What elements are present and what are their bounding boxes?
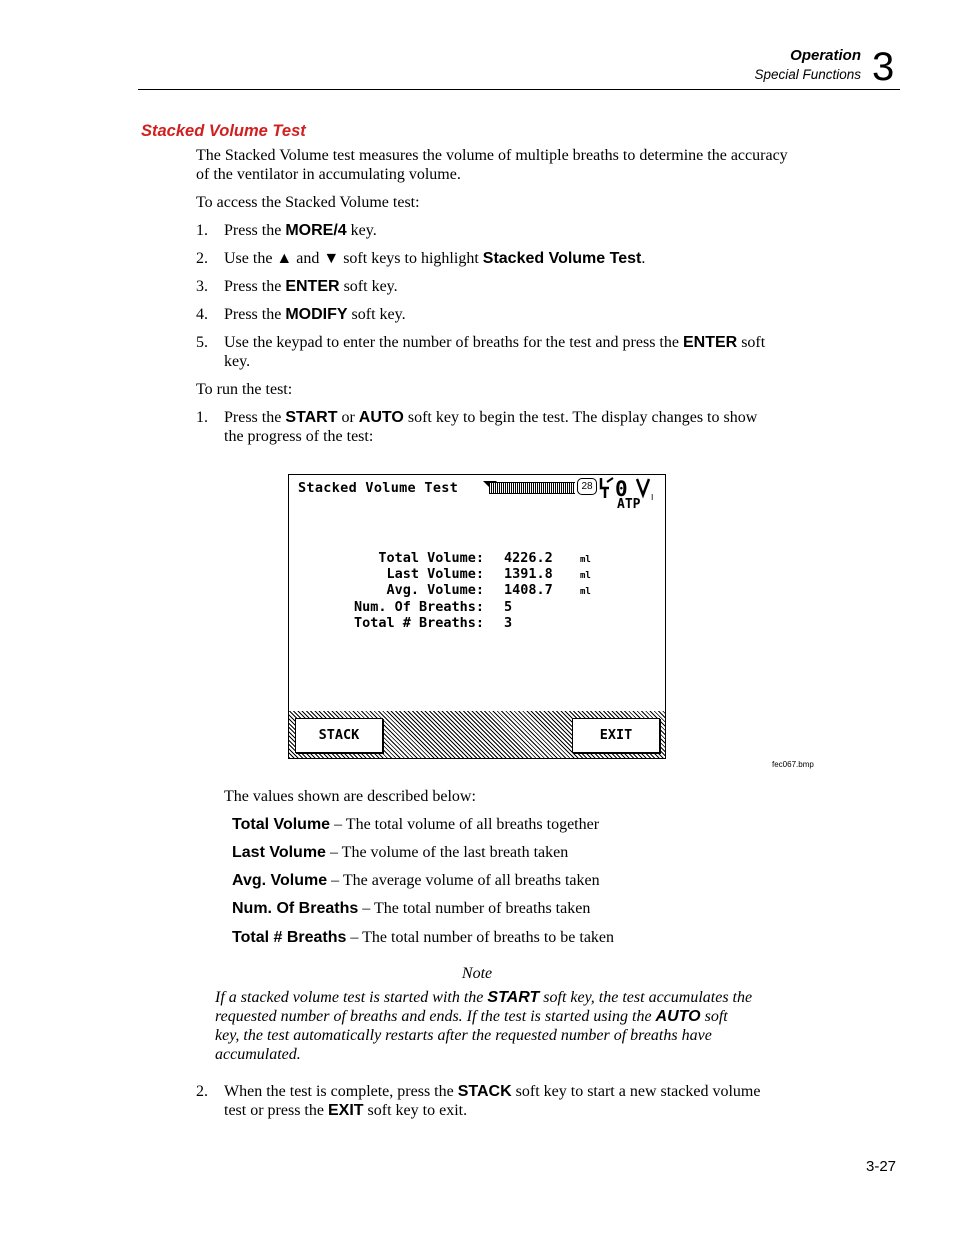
access-lead: To access the Stacked Volume test:	[196, 194, 420, 211]
row-label-last-volume: Last Volume:	[386, 566, 484, 582]
row-unit-total-volume: ml	[580, 555, 591, 565]
chapter-number: 3	[872, 45, 895, 89]
access-step-1: 1. Press the MORE/4 key.	[196, 222, 377, 239]
run-step-2-cont: test or press the EXIT soft key to exit.	[224, 1102, 468, 1119]
note-body: If a stacked volume test is started with the START soft key, the test accumulates the requested number of breaths and ends. If the test is started using the AUTO soft key, the test automatically restarts after the requested number of breaths have accumulated.	[215, 989, 753, 1063]
page-number: 3-27	[866, 1158, 897, 1175]
row-value-avg-volume: 1408.7	[504, 582, 553, 598]
run-step-2: 2. When the test is complete, press the STACK soft key to start a new stacked volume	[196, 1083, 761, 1100]
row-label-total-breaths: Total # Breaths:	[353, 615, 484, 631]
access-step-5: 5. Use the keypad to enter the number of breaths for the test and press the ENTER soft	[196, 334, 766, 351]
term-avg-volume: Avg. Volume – The average volume of all breaths taken	[232, 872, 600, 889]
row-value-total-breaths: 3	[504, 615, 513, 631]
access-step-4: 4. Press the MODIFY soft key.	[196, 306, 406, 323]
svg-text:0: 0	[615, 477, 628, 501]
run-step-1: 1. Press the START or AUTO soft key to begin the test. The display changes to show	[196, 409, 758, 426]
row-unit-avg-volume: ml	[580, 587, 591, 597]
row-label-avg-volume: Avg. Volume:	[386, 582, 484, 598]
mode-label: ATP	[617, 497, 641, 512]
access-step-5-cont: key.	[224, 353, 251, 370]
exit-softkey[interactable]: EXIT	[572, 718, 660, 753]
run-lead: To run the test:	[196, 381, 293, 398]
header-rule	[138, 89, 900, 90]
header-subsection: Special Functions	[754, 67, 861, 82]
term-num-breaths: Num. Of Breaths – The total number of breaths taken	[232, 900, 591, 917]
access-step-3: 3. Press the ENTER soft key.	[196, 278, 398, 295]
row-value-num-breaths: 5	[504, 599, 513, 615]
run-step-1-cont: the progress of the test:	[224, 428, 374, 445]
values-lead: The values shown are described below:	[224, 788, 476, 805]
svg-text:I: I	[651, 493, 654, 502]
term-total-volume: Total Volume – The total volume of all breaths together	[232, 816, 600, 833]
row-label-num-breaths: Num. Of Breaths:	[353, 599, 484, 615]
row-value-total-volume: 4226.2	[504, 550, 553, 566]
row-value-last-volume: 1391.8	[504, 566, 553, 582]
channel-badge: 28	[577, 478, 597, 495]
term-total-breaths: Total # Breaths – The total number of breaths to be taken	[232, 929, 615, 946]
stack-softkey[interactable]: STACK	[295, 718, 383, 753]
term-last-volume: Last Volume – The volume of the last breath taken	[232, 844, 569, 861]
screen-title: Stacked Volume Test	[298, 480, 459, 496]
intro-paragraph: The Stacked Volume test measures the volume of multiple breaths to determine the accuracy of the ventilator in accumulating volume.	[196, 147, 788, 183]
header-section: Operation	[790, 47, 861, 64]
section-title: Stacked Volume Test	[141, 122, 306, 140]
device-screen	[288, 474, 666, 759]
figure-caption: fec067.bmp	[772, 760, 814, 769]
access-step-2: 2. Use the ▲ and ▼ soft keys to highlight Stacked Volume Test.	[196, 250, 646, 267]
title-hatch-bar	[489, 482, 575, 494]
row-label-total-volume: Total Volume:	[378, 550, 484, 566]
row-unit-last-volume: ml	[580, 571, 591, 581]
note-title: Note	[461, 965, 493, 982]
